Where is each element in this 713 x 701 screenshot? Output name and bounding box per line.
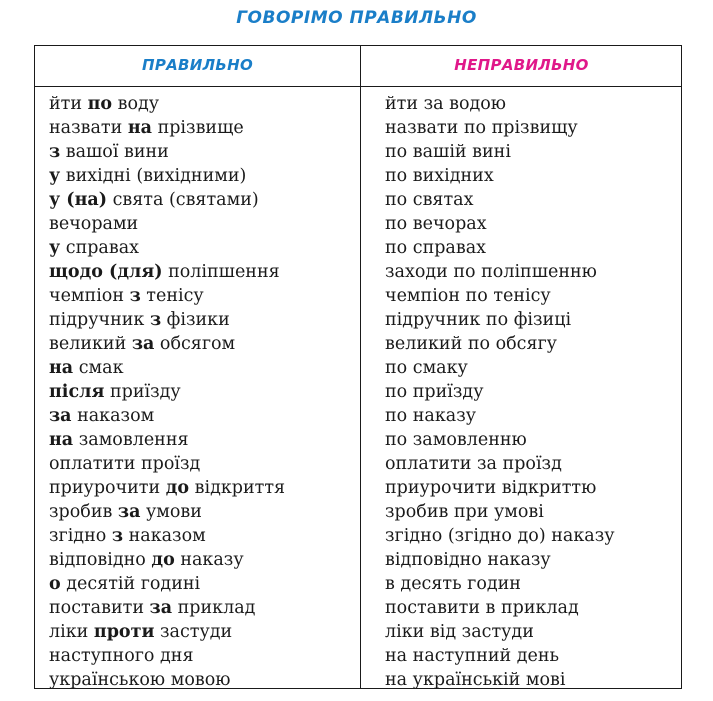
- correct-phrase: [49, 644, 354, 668]
- correct-phrase: [49, 404, 354, 428]
- highlighted-preposition: з: [49, 142, 61, 162]
- highlighted-preposition: за: [131, 334, 155, 354]
- correct-phrase: [49, 380, 354, 404]
- incorrect-phrase: назвати по прізвищу: [385, 118, 578, 138]
- phrase-text: зробив: [49, 502, 118, 522]
- page-title: ГОВОРІМО ПРАВИЛЬНО: [236, 8, 477, 28]
- correct-phrase: [49, 260, 354, 284]
- phrase-text: вечорами: [49, 214, 139, 234]
- phrase-text: приклад: [172, 598, 256, 618]
- correct-phrase: [49, 308, 354, 332]
- highlighted-preposition: з: [129, 286, 141, 306]
- phrase-text: вихідні (вихідними): [60, 166, 247, 186]
- highlighted-preposition: за: [149, 598, 173, 618]
- correct-phrase: [49, 332, 354, 356]
- correct-phrase: [49, 476, 354, 500]
- phrase-text: ліки: [49, 622, 94, 642]
- phrase-text: наказом: [71, 406, 155, 426]
- incorrect-phrase: приурочити відкриттю: [385, 478, 597, 498]
- phrase-text: замовлення: [73, 430, 189, 450]
- correct-phrase: [49, 116, 354, 140]
- phrase-text: десятій годині: [60, 574, 201, 594]
- correct-phrase: [49, 356, 354, 380]
- phrase-text: смак: [73, 358, 124, 378]
- incorrect-phrase: в десять годин: [385, 574, 521, 594]
- correct-phrase: [49, 92, 354, 116]
- correct-phrase: [49, 188, 354, 212]
- phrase-text: наступного дня: [49, 646, 194, 666]
- incorrect-phrase: по вечорах: [385, 214, 487, 234]
- incorrect-phrase: відповідно наказу: [385, 550, 551, 570]
- phrase-text: наказом: [123, 526, 206, 546]
- phrase-text: відповідно: [49, 550, 152, 570]
- incorrect-phrase: по приїзду: [385, 382, 484, 402]
- highlighted-preposition: у (на): [49, 190, 108, 210]
- incorrect-phrase: по вашій вині: [385, 142, 511, 162]
- correct-phrase: [49, 212, 354, 236]
- highlighted-preposition: проти: [93, 622, 155, 642]
- phrase-text: згідно: [49, 526, 112, 546]
- incorrect-phrase: по святах: [385, 190, 474, 210]
- highlighted-preposition: на: [127, 118, 152, 138]
- correct-column: [49, 92, 354, 692]
- phrase-text: вашої вини: [60, 142, 169, 162]
- incorrect-phrase: поставити в приклад: [385, 598, 579, 618]
- incorrect-phrase: великий по обсягу: [385, 334, 557, 354]
- correct-phrase: [49, 548, 354, 572]
- incorrect-phrase: на наступний день: [385, 646, 560, 666]
- phrase-text: поліпшення: [162, 262, 280, 282]
- incorrect-phrase: чемпіон по тенісу: [385, 286, 551, 306]
- phrase-text: справах: [60, 238, 140, 258]
- usage-table: [34, 45, 682, 689]
- highlighted-preposition: по: [87, 94, 113, 114]
- correct-phrase: [49, 668, 354, 692]
- highlighted-preposition: до: [165, 478, 190, 498]
- incorrect-phrase: по смаку: [385, 358, 468, 378]
- phrase-text: оплатити проїзд: [49, 454, 201, 474]
- phrase-text: чемпіон: [49, 286, 130, 306]
- phrase-text: приурочити: [49, 478, 166, 498]
- incorrect-phrase: заходи по поліпшенню: [385, 262, 597, 282]
- incorrect-phrase: йти за водою: [385, 94, 507, 114]
- phrase-text: прізвище: [152, 118, 244, 138]
- phrase-text: йти: [49, 94, 88, 114]
- phrase-text: наказу: [174, 550, 244, 570]
- phrase-text: поставити: [49, 598, 150, 618]
- correct-phrase: [49, 452, 354, 476]
- incorrect-phrase: оплатити за проїзд: [385, 454, 562, 474]
- phrase-text: умови: [140, 502, 202, 522]
- correct-column-header: ПРАВИЛЬНО: [141, 56, 254, 74]
- highlighted-preposition: щодо (для): [49, 262, 163, 282]
- highlighted-preposition: за: [49, 406, 72, 426]
- phrase-text: назвати: [49, 118, 128, 138]
- incorrect-phrase: по вихідних: [385, 166, 494, 186]
- incorrect-phrase: згідно (згідно до) наказу: [385, 526, 615, 546]
- highlighted-preposition: з: [111, 526, 124, 546]
- incorrect-column: [385, 92, 675, 692]
- phrase-text: великий: [49, 334, 132, 354]
- phrase-text: свята (святами): [107, 190, 259, 210]
- phrase-text: відкриття: [189, 478, 286, 498]
- incorrect-phrase: підручник по фізиці: [385, 310, 572, 330]
- highlighted-preposition: у: [49, 166, 61, 186]
- highlighted-preposition: о: [49, 574, 61, 594]
- header-divider: [35, 86, 681, 87]
- incorrect-phrase: по наказу: [385, 406, 477, 426]
- phrase-text: фізики: [161, 310, 230, 330]
- incorrect-phrase: по замовленню: [385, 430, 527, 450]
- correct-phrase: [49, 572, 354, 596]
- phrase-text: українською мовою: [49, 670, 231, 690]
- incorrect-phrase: на українській мові: [385, 670, 566, 690]
- phrase-text: обсягом: [154, 334, 236, 354]
- highlighted-preposition: до: [151, 550, 175, 570]
- correct-phrase: [49, 500, 354, 524]
- correct-phrase: [49, 140, 354, 164]
- correct-phrase: [49, 284, 354, 308]
- highlighted-preposition: з: [149, 310, 162, 330]
- highlighted-preposition: на: [49, 358, 74, 378]
- highlighted-preposition: після: [49, 382, 105, 402]
- phrase-text: приїзду: [104, 382, 181, 402]
- correct-phrase: [49, 596, 354, 620]
- phrase-text: тенісу: [140, 286, 204, 306]
- correct-phrase: [49, 164, 354, 188]
- incorrect-column-header: НЕПРАВИЛЬНО: [454, 56, 589, 74]
- highlighted-preposition: на: [49, 430, 74, 450]
- correct-phrase: [49, 428, 354, 452]
- correct-phrase: [49, 236, 354, 260]
- highlighted-preposition: у: [49, 238, 61, 258]
- incorrect-phrase: ліки від застуди: [385, 622, 534, 642]
- incorrect-phrase: зробив при умові: [385, 502, 544, 522]
- correct-phrase: [49, 524, 354, 548]
- column-divider: [360, 46, 361, 688]
- correct-phrase: [49, 620, 354, 644]
- incorrect-phrase: по справах: [385, 238, 487, 258]
- phrase-text: воду: [112, 94, 160, 114]
- phrase-text: підручник: [49, 310, 150, 330]
- phrase-text: застуди: [154, 622, 233, 642]
- highlighted-preposition: за: [117, 502, 141, 522]
